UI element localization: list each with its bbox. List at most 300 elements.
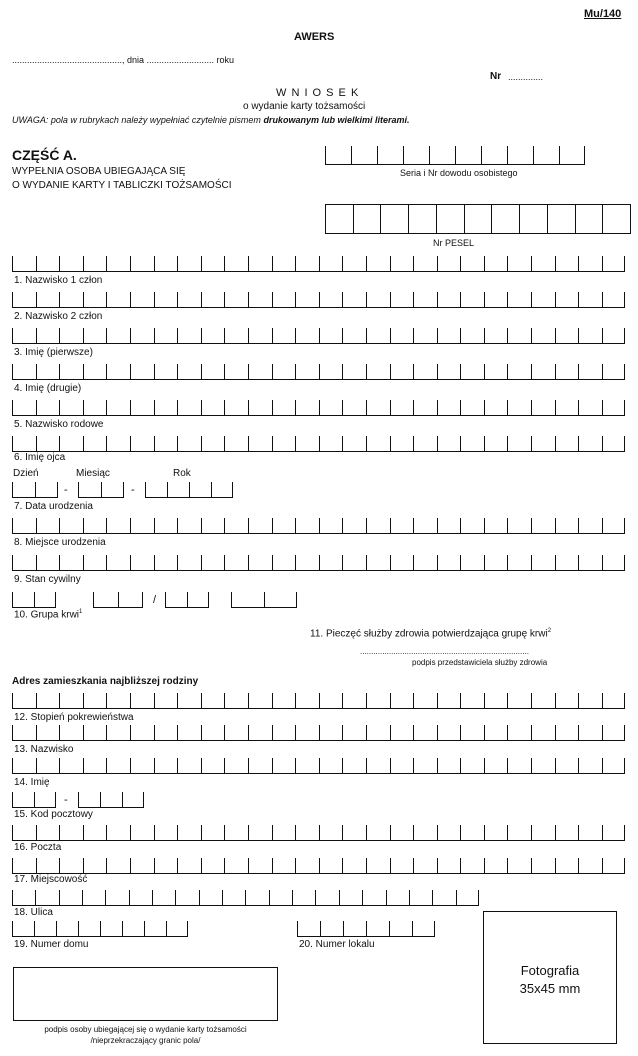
char-cell[interactable] <box>413 825 437 840</box>
char-cell[interactable] <box>320 921 343 936</box>
char-cell[interactable] <box>83 364 107 379</box>
char-cell[interactable] <box>129 890 152 905</box>
char-cell[interactable] <box>211 482 233 497</box>
char-cell[interactable] <box>576 205 604 233</box>
char-cell[interactable] <box>531 758 555 773</box>
char-cell[interactable] <box>36 725 60 740</box>
char-cell[interactable] <box>78 921 100 936</box>
char-cell[interactable] <box>413 693 437 708</box>
char-cell[interactable] <box>295 364 319 379</box>
char-cell[interactable] <box>154 825 178 840</box>
char-cell[interactable] <box>342 400 366 415</box>
char-cell[interactable] <box>437 328 461 343</box>
blood-group-field-d[interactable] <box>231 592 297 608</box>
char-cell[interactable] <box>199 890 222 905</box>
char-cell[interactable] <box>366 400 390 415</box>
char-cell[interactable] <box>201 292 225 307</box>
char-cell[interactable] <box>403 146 429 164</box>
char-cell[interactable] <box>82 890 105 905</box>
char-cell[interactable] <box>295 328 319 343</box>
char-cell[interactable] <box>272 555 296 570</box>
char-cell[interactable] <box>187 592 209 607</box>
char-cell[interactable] <box>36 364 60 379</box>
char-cell[interactable] <box>224 518 248 533</box>
char-cell[interactable] <box>484 292 508 307</box>
char-cell[interactable] <box>319 725 343 740</box>
char-cell[interactable] <box>201 758 225 773</box>
char-cell[interactable] <box>224 364 248 379</box>
char-cell[interactable] <box>555 758 579 773</box>
char-cell[interactable] <box>531 256 555 271</box>
char-cell[interactable] <box>166 921 188 936</box>
char-cell[interactable] <box>484 364 508 379</box>
char-cell[interactable] <box>413 555 437 570</box>
char-cell[interactable] <box>437 292 461 307</box>
char-cell[interactable] <box>106 758 130 773</box>
char-cell[interactable] <box>484 256 508 271</box>
char-cell[interactable] <box>154 436 178 451</box>
char-cell[interactable] <box>177 725 201 740</box>
char-cell[interactable] <box>154 693 178 708</box>
char-cell[interactable] <box>295 518 319 533</box>
char-cell[interactable] <box>342 436 366 451</box>
house-number-field[interactable] <box>12 921 188 937</box>
char-cell[interactable] <box>460 518 484 533</box>
post-office-field[interactable] <box>12 825 625 841</box>
char-cell[interactable] <box>555 400 579 415</box>
char-cell[interactable] <box>106 825 130 840</box>
surname1-field[interactable] <box>12 256 625 272</box>
char-cell[interactable] <box>531 364 555 379</box>
char-cell[interactable] <box>12 328 36 343</box>
char-cell[interactable] <box>437 205 465 233</box>
char-cell[interactable] <box>201 825 225 840</box>
char-cell[interactable] <box>12 825 36 840</box>
char-cell[interactable] <box>12 400 36 415</box>
char-cell[interactable] <box>297 921 320 936</box>
char-cell[interactable] <box>224 436 248 451</box>
char-cell[interactable] <box>12 364 36 379</box>
char-cell[interactable] <box>12 758 36 773</box>
char-cell[interactable] <box>559 146 585 164</box>
char-cell[interactable] <box>437 436 461 451</box>
char-cell[interactable] <box>366 328 390 343</box>
char-cell[interactable] <box>177 825 201 840</box>
char-cell[interactable] <box>460 693 484 708</box>
char-cell[interactable] <box>12 518 36 533</box>
char-cell[interactable] <box>555 825 579 840</box>
char-cell[interactable] <box>484 825 508 840</box>
char-cell[interactable] <box>34 592 56 607</box>
char-cell[interactable] <box>578 400 602 415</box>
char-cell[interactable] <box>224 328 248 343</box>
char-cell[interactable] <box>59 693 83 708</box>
char-cell[interactable] <box>295 555 319 570</box>
char-cell[interactable] <box>154 858 178 873</box>
char-cell[interactable] <box>224 725 248 740</box>
char-cell[interactable] <box>272 400 296 415</box>
char-cell[interactable] <box>460 328 484 343</box>
char-cell[interactable] <box>272 858 296 873</box>
char-cell[interactable] <box>484 858 508 873</box>
char-cell[interactable] <box>106 256 130 271</box>
char-cell[interactable] <box>248 693 272 708</box>
char-cell[interactable] <box>272 256 296 271</box>
birth-day-field[interactable] <box>12 482 58 498</box>
char-cell[interactable] <box>533 146 559 164</box>
char-cell[interactable] <box>507 400 531 415</box>
char-cell[interactable] <box>272 436 296 451</box>
char-cell[interactable] <box>366 725 390 740</box>
char-cell[interactable] <box>106 555 130 570</box>
postal-code-field-a[interactable] <box>12 792 56 808</box>
relative-name-field[interactable] <box>12 758 625 774</box>
char-cell[interactable] <box>437 400 461 415</box>
char-cell[interactable] <box>555 256 579 271</box>
char-cell[interactable] <box>429 146 455 164</box>
char-cell[interactable] <box>154 518 178 533</box>
blood-group-field-b[interactable] <box>93 592 143 608</box>
char-cell[interactable] <box>578 256 602 271</box>
char-cell[interactable] <box>578 328 602 343</box>
char-cell[interactable] <box>12 858 36 873</box>
char-cell[interactable] <box>366 364 390 379</box>
char-cell[interactable] <box>507 518 531 533</box>
char-cell[interactable] <box>555 292 579 307</box>
char-cell[interactable] <box>342 364 366 379</box>
char-cell[interactable] <box>555 364 579 379</box>
char-cell[interactable] <box>295 400 319 415</box>
maiden-name-field[interactable] <box>12 400 625 416</box>
street-field[interactable] <box>12 890 479 906</box>
char-cell[interactable] <box>83 256 107 271</box>
char-cell[interactable] <box>319 693 343 708</box>
char-cell[interactable] <box>83 518 107 533</box>
char-cell[interactable] <box>36 758 60 773</box>
char-cell[interactable] <box>78 792 100 807</box>
char-cell[interactable] <box>130 825 154 840</box>
postal-code-field-b[interactable] <box>78 792 144 808</box>
char-cell[interactable] <box>12 256 36 271</box>
char-cell[interactable] <box>603 205 630 233</box>
char-cell[interactable] <box>390 693 414 708</box>
char-cell[interactable] <box>177 292 201 307</box>
char-cell[interactable] <box>272 518 296 533</box>
char-cell[interactable] <box>413 518 437 533</box>
signature-box[interactable] <box>13 967 278 1021</box>
char-cell[interactable] <box>342 518 366 533</box>
char-cell[interactable] <box>272 758 296 773</box>
char-cell[interactable] <box>12 436 36 451</box>
char-cell[interactable] <box>201 400 225 415</box>
char-cell[interactable] <box>555 693 579 708</box>
char-cell[interactable] <box>390 328 414 343</box>
char-cell[interactable] <box>248 858 272 873</box>
char-cell[interactable] <box>315 890 338 905</box>
char-cell[interactable] <box>36 518 60 533</box>
char-cell[interactable] <box>36 400 60 415</box>
char-cell[interactable] <box>342 256 366 271</box>
char-cell[interactable] <box>101 482 124 497</box>
char-cell[interactable] <box>578 858 602 873</box>
char-cell[interactable] <box>319 400 343 415</box>
char-cell[interactable] <box>295 758 319 773</box>
char-cell[interactable] <box>492 205 520 233</box>
char-cell[interactable] <box>295 256 319 271</box>
char-cell[interactable] <box>130 693 154 708</box>
char-cell[interactable] <box>366 825 390 840</box>
birth-place-field[interactable] <box>12 518 625 534</box>
char-cell[interactable] <box>175 890 198 905</box>
char-cell[interactable] <box>366 858 390 873</box>
char-cell[interactable] <box>248 400 272 415</box>
char-cell[interactable] <box>93 592 118 607</box>
char-cell[interactable] <box>413 436 437 451</box>
char-cell[interactable] <box>319 518 343 533</box>
char-cell[interactable] <box>272 825 296 840</box>
char-cell[interactable] <box>578 364 602 379</box>
char-cell[interactable] <box>555 858 579 873</box>
char-cell[interactable] <box>248 328 272 343</box>
char-cell[interactable] <box>12 725 36 740</box>
char-cell[interactable] <box>130 518 154 533</box>
char-cell[interactable] <box>201 725 225 740</box>
char-cell[interactable] <box>106 436 130 451</box>
char-cell[interactable] <box>130 256 154 271</box>
char-cell[interactable] <box>578 436 602 451</box>
char-cell[interactable] <box>413 758 437 773</box>
char-cell[interactable] <box>154 256 178 271</box>
char-cell[interactable] <box>409 890 432 905</box>
char-cell[interactable] <box>602 436 626 451</box>
char-cell[interactable] <box>100 921 122 936</box>
char-cell[interactable] <box>531 400 555 415</box>
char-cell[interactable] <box>484 725 508 740</box>
char-cell[interactable] <box>377 146 403 164</box>
char-cell[interactable] <box>78 482 101 497</box>
char-cell[interactable] <box>295 693 319 708</box>
char-cell[interactable] <box>272 328 296 343</box>
char-cell[interactable] <box>201 328 225 343</box>
char-cell[interactable] <box>507 146 533 164</box>
char-cell[interactable] <box>36 825 60 840</box>
char-cell[interactable] <box>59 292 83 307</box>
char-cell[interactable] <box>177 436 201 451</box>
char-cell[interactable] <box>342 825 366 840</box>
char-cell[interactable] <box>34 792 56 807</box>
char-cell[interactable] <box>484 693 508 708</box>
char-cell[interactable] <box>531 518 555 533</box>
char-cell[interactable] <box>272 364 296 379</box>
char-cell[interactable] <box>342 693 366 708</box>
char-cell[interactable] <box>83 725 107 740</box>
char-cell[interactable] <box>106 518 130 533</box>
char-cell[interactable] <box>460 400 484 415</box>
char-cell[interactable] <box>413 725 437 740</box>
char-cell[interactable] <box>460 436 484 451</box>
char-cell[interactable] <box>248 555 272 570</box>
char-cell[interactable] <box>201 555 225 570</box>
char-cell[interactable] <box>520 205 548 233</box>
char-cell[interactable] <box>381 205 409 233</box>
char-cell[interactable] <box>366 292 390 307</box>
char-cell[interactable] <box>177 858 201 873</box>
char-cell[interactable] <box>36 858 60 873</box>
char-cell[interactable] <box>59 328 83 343</box>
char-cell[interactable] <box>456 890 479 905</box>
char-cell[interactable] <box>224 400 248 415</box>
char-cell[interactable] <box>106 328 130 343</box>
char-cell[interactable] <box>602 725 626 740</box>
city-field[interactable] <box>12 858 625 874</box>
char-cell[interactable] <box>201 364 225 379</box>
char-cell[interactable] <box>342 858 366 873</box>
char-cell[interactable] <box>555 328 579 343</box>
char-cell[interactable] <box>272 292 296 307</box>
char-cell[interactable] <box>362 890 385 905</box>
char-cell[interactable] <box>165 592 187 607</box>
char-cell[interactable] <box>248 364 272 379</box>
char-cell[interactable] <box>59 758 83 773</box>
relationship-field[interactable] <box>12 693 625 709</box>
birth-year-field[interactable] <box>145 482 233 498</box>
char-cell[interactable] <box>413 292 437 307</box>
char-cell[interactable] <box>531 858 555 873</box>
char-cell[interactable] <box>460 825 484 840</box>
char-cell[interactable] <box>295 725 319 740</box>
char-cell[interactable] <box>578 518 602 533</box>
birth-month-field[interactable] <box>78 482 124 498</box>
char-cell[interactable] <box>83 858 107 873</box>
char-cell[interactable] <box>319 292 343 307</box>
id-series-field[interactable] <box>325 146 585 165</box>
char-cell[interactable] <box>602 256 626 271</box>
char-cell[interactable] <box>272 725 296 740</box>
char-cell[interactable] <box>602 518 626 533</box>
char-cell[interactable] <box>602 858 626 873</box>
char-cell[interactable] <box>201 858 225 873</box>
char-cell[interactable] <box>578 292 602 307</box>
relative-surname-field[interactable] <box>12 725 625 741</box>
char-cell[interactable] <box>106 693 130 708</box>
char-cell[interactable] <box>602 758 626 773</box>
char-cell[interactable] <box>12 592 34 607</box>
char-cell[interactable] <box>154 292 178 307</box>
char-cell[interactable] <box>412 921 435 936</box>
char-cell[interactable] <box>437 758 461 773</box>
char-cell[interactable] <box>130 292 154 307</box>
char-cell[interactable] <box>319 825 343 840</box>
char-cell[interactable] <box>144 921 166 936</box>
char-cell[interactable] <box>224 693 248 708</box>
char-cell[interactable] <box>390 758 414 773</box>
char-cell[interactable] <box>130 858 154 873</box>
char-cell[interactable] <box>145 482 167 497</box>
char-cell[interactable] <box>177 518 201 533</box>
char-cell[interactable] <box>507 758 531 773</box>
char-cell[interactable] <box>507 825 531 840</box>
father-name-field[interactable] <box>12 436 625 452</box>
char-cell[interactable] <box>59 825 83 840</box>
char-cell[interactable] <box>354 205 382 233</box>
char-cell[interactable] <box>59 555 83 570</box>
char-cell[interactable] <box>130 725 154 740</box>
char-cell[interactable] <box>531 292 555 307</box>
char-cell[interactable] <box>59 400 83 415</box>
char-cell[interactable] <box>36 292 60 307</box>
char-cell[interactable] <box>201 436 225 451</box>
char-cell[interactable] <box>154 725 178 740</box>
char-cell[interactable] <box>602 292 626 307</box>
char-cell[interactable] <box>36 328 60 343</box>
char-cell[interactable] <box>154 328 178 343</box>
char-cell[interactable] <box>390 292 414 307</box>
char-cell[interactable] <box>118 592 143 607</box>
char-cell[interactable] <box>413 328 437 343</box>
char-cell[interactable] <box>154 400 178 415</box>
char-cell[interactable] <box>189 482 211 497</box>
char-cell[interactable] <box>484 328 508 343</box>
char-cell[interactable] <box>437 858 461 873</box>
char-cell[interactable] <box>531 436 555 451</box>
char-cell[interactable] <box>390 825 414 840</box>
char-cell[interactable] <box>460 555 484 570</box>
char-cell[interactable] <box>130 328 154 343</box>
char-cell[interactable] <box>295 825 319 840</box>
char-cell[interactable] <box>342 725 366 740</box>
char-cell[interactable] <box>319 436 343 451</box>
char-cell[interactable] <box>36 436 60 451</box>
char-cell[interactable] <box>366 256 390 271</box>
char-cell[interactable] <box>12 555 36 570</box>
char-cell[interactable] <box>59 890 82 905</box>
char-cell[interactable] <box>413 400 437 415</box>
char-cell[interactable] <box>106 858 130 873</box>
char-cell[interactable] <box>465 205 493 233</box>
char-cell[interactable] <box>201 518 225 533</box>
blood-group-field-a[interactable] <box>12 592 56 608</box>
char-cell[interactable] <box>578 725 602 740</box>
char-cell[interactable] <box>222 890 245 905</box>
char-cell[interactable] <box>130 436 154 451</box>
char-cell[interactable] <box>507 256 531 271</box>
char-cell[interactable] <box>152 890 175 905</box>
char-cell[interactable] <box>507 328 531 343</box>
char-cell[interactable] <box>319 256 343 271</box>
char-cell[interactable] <box>154 758 178 773</box>
char-cell[interactable] <box>531 825 555 840</box>
char-cell[interactable] <box>602 555 626 570</box>
char-cell[interactable] <box>248 518 272 533</box>
char-cell[interactable] <box>484 758 508 773</box>
char-cell[interactable] <box>319 555 343 570</box>
char-cell[interactable] <box>83 825 107 840</box>
char-cell[interactable] <box>224 256 248 271</box>
second-name-field[interactable] <box>12 364 625 380</box>
char-cell[interactable] <box>224 825 248 840</box>
char-cell[interactable] <box>578 758 602 773</box>
char-cell[interactable] <box>105 890 128 905</box>
char-cell[interactable] <box>390 725 414 740</box>
char-cell[interactable] <box>177 555 201 570</box>
char-cell[interactable] <box>555 555 579 570</box>
char-cell[interactable] <box>484 400 508 415</box>
char-cell[interactable] <box>437 555 461 570</box>
char-cell[interactable] <box>319 328 343 343</box>
char-cell[interactable] <box>342 758 366 773</box>
char-cell[interactable] <box>83 693 107 708</box>
char-cell[interactable] <box>12 792 34 807</box>
